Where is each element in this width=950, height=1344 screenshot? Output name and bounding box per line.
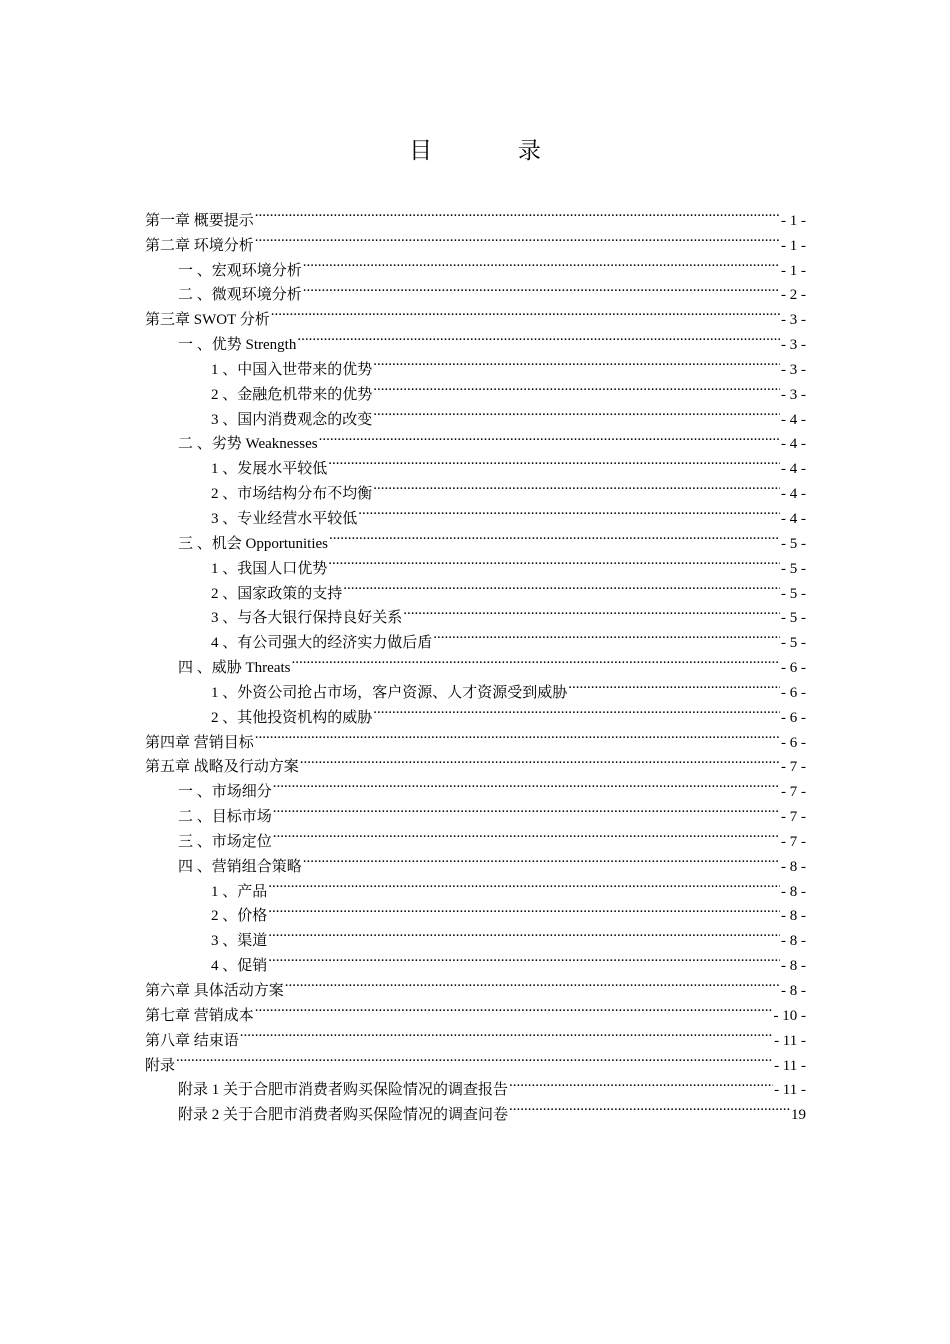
toc-entry-page-number: - 8 - [781, 983, 806, 999]
dot-leader [509, 1070, 773, 1095]
toc-entry-page-number: - 7 - [781, 833, 806, 850]
dot-leader [273, 821, 780, 846]
dot-leader [373, 473, 780, 498]
dot-leader [433, 622, 780, 647]
toc-entry-page-number: - 7 - [781, 809, 806, 826]
toc-entry-label: 1 、产品 [211, 883, 268, 900]
toc-entry-label: 第三章 SWOT 分析 [145, 312, 270, 329]
toc-entry-label: 第八章 结束语 [145, 1032, 239, 1049]
dot-leader [268, 896, 780, 921]
toc-entry-page-number: - 1 - [781, 237, 806, 254]
toc-entry-label: 三 、市场定位 [178, 833, 272, 850]
toc-entry-label: 1 、中国入世带来的优势 [211, 361, 373, 378]
dot-leader [255, 200, 780, 225]
toc-entry-page-number: - 10 - [773, 1007, 806, 1024]
toc-entry-label: 一 、市场细分 [178, 784, 272, 801]
toc-entry-page-number: 19 [791, 1107, 806, 1124]
toc-entry-label: 第二章 环境分析 [145, 237, 254, 254]
toc-entry-page-number: - 3 - [781, 386, 806, 403]
toc-title: 目 录 [409, 138, 581, 163]
dot-leader [373, 697, 780, 722]
toc-entry-page-number: - 4 - [781, 510, 806, 527]
toc-entry-label: 附录 1 关于合肥市消费者购买保险情况的调查报告 [178, 1082, 509, 1099]
dot-leader [268, 920, 780, 945]
dot-leader [329, 523, 780, 548]
dot-leader [297, 324, 780, 349]
toc-entry-label: 三 、机会 Opportunities [178, 535, 328, 552]
toc-entry-label: 4 、促销 [211, 958, 268, 975]
toc-entry-label: 2 、其他投资机构的威胁 [211, 709, 373, 726]
dot-leader [328, 448, 780, 473]
dot-leader [373, 399, 780, 424]
toc-entry-label: 第一章 概要提示 [145, 212, 254, 229]
dot-leader [403, 598, 780, 623]
toc-entry-label: 第四章 营销目标 [145, 734, 254, 751]
toc-entry-page-number: - 5 - [781, 560, 806, 577]
dot-leader [268, 871, 780, 896]
toc-entry-page-number: - 8 - [781, 883, 806, 900]
dot-leader [255, 722, 780, 747]
toc-entry-page-number: - 3 - [781, 312, 806, 329]
toc-entry-page-number: - 5 - [781, 635, 806, 652]
toc-entry-label: 二 、微观环境分析 [178, 287, 302, 304]
dot-leader [255, 225, 780, 250]
dot-leader [300, 747, 780, 772]
dot-leader [285, 970, 780, 995]
toc-entry-page-number: - 3 - [781, 337, 806, 354]
toc-entry-label: 2 、国家政策的支持 [211, 585, 343, 602]
dot-leader [273, 796, 780, 821]
toc-entry-page-number: - 4 - [781, 486, 806, 503]
toc-entry-label: 一 、优势 Strength [178, 337, 297, 354]
toc-entry-page-number: - 8 - [781, 908, 806, 925]
dot-leader [303, 846, 780, 871]
toc-entry-page-number: - 2 - [781, 287, 806, 304]
dot-leader [271, 299, 780, 324]
toc-entry-page-number: - 4 - [781, 436, 806, 453]
toc-entry-page-number: - 4 - [781, 461, 806, 478]
toc-entry-page-number: - 5 - [781, 610, 806, 627]
toc-entry-label: 3 、与各大银行保持良好关系 [211, 610, 403, 627]
toc-entry-page-number: - 7 - [781, 759, 806, 776]
toc-entry[interactable] [145, 1070, 806, 1099]
toc-entry[interactable] [145, 1020, 806, 1049]
toc-entry-page-number: - 3 - [781, 361, 806, 378]
toc-entry-label: 4 、有公司强大的经济实力做后盾 [211, 635, 433, 652]
toc-entry-label: 四 、威胁 Threats [178, 660, 291, 677]
toc-entry-page-number: - 11 - [774, 1032, 806, 1049]
dot-leader [373, 349, 780, 374]
toc-entry-page-number: - 11 - [774, 1057, 806, 1074]
toc-entry-label: 第六章 具体活动方案 [145, 983, 284, 999]
toc-entry-page-number: - 5 - [781, 585, 806, 602]
toc-entry-label: 1 、我国人口优势 [211, 560, 328, 577]
dot-leader [568, 672, 780, 697]
dot-leader [273, 771, 780, 796]
dot-leader [303, 275, 780, 300]
toc-entry-page-number: - 6 - [781, 709, 806, 726]
toc-entry-page-number: - 1 - [781, 262, 806, 279]
dot-leader [319, 424, 780, 449]
toc-entry-label: 2 、市场结构分布不均衡 [211, 486, 373, 503]
dot-leader [303, 250, 780, 275]
toc-entry-page-number: - 8 - [781, 933, 806, 950]
toc-entry-label: 3 、专业经营水平较低 [211, 510, 358, 527]
toc-entry-label: 2 、金融危机带来的优势 [211, 386, 373, 403]
dot-leader [240, 1020, 773, 1045]
dot-leader [373, 374, 780, 399]
toc-entry-page-number: - 6 - [781, 684, 806, 701]
toc-entry-label: 附录 2 关于合肥市消费者购买保险情况的调查问卷 [178, 1107, 509, 1124]
toc-entry-page-number: - 5 - [781, 535, 806, 552]
toc-entry-page-number: - 6 - [781, 660, 806, 677]
dot-leader [358, 498, 780, 523]
toc-entry-page-number: - 8 - [781, 958, 806, 975]
dot-leader [255, 995, 773, 1020]
toc-entry-label: 第七章 营销成本 [145, 1007, 254, 1024]
dot-leader [328, 548, 780, 573]
dot-leader [509, 1094, 790, 1119]
toc-entry-label: 1 、外资公司抢占市场，客户资源、人才资源受到威胁 [211, 684, 568, 701]
toc-entry-page-number: - 6 - [781, 734, 806, 751]
toc-entry-label: 1 、发展水平较低 [211, 461, 328, 478]
toc-entry-page-number: - 1 - [781, 212, 806, 229]
toc-entry-page-number: - 7 - [781, 784, 806, 801]
toc-entry-page-number: - 11 - [774, 1082, 806, 1099]
toc-entry-label: 2 、价格 [211, 908, 268, 925]
toc-entry-label: 3 、国内消费观念的改变 [211, 411, 373, 428]
toc-entry[interactable] [145, 200, 806, 229]
toc-entry-label: 一 、宏观环境分析 [178, 262, 302, 279]
toc-entry-label: 二 、劣势 Weaknesses [178, 436, 318, 453]
toc-entry-label: 附录 [145, 1057, 176, 1074]
dot-leader [343, 573, 780, 598]
table-of-contents [145, 200, 806, 1124]
toc-entry-page-number: - 8 - [781, 858, 806, 875]
toc-entry-label: 二 、目标市场 [178, 809, 272, 826]
toc-entry-page-number: - 4 - [781, 411, 806, 428]
toc-entry-label: 3 、渠道 [211, 933, 268, 950]
dot-leader [176, 1045, 773, 1070]
toc-entry-label: 四 、营销组合策略 [178, 858, 302, 875]
toc-entry[interactable] [145, 1045, 806, 1074]
dot-leader [268, 945, 780, 970]
toc-entry-label: 第五章 战略及行动方案 [145, 759, 299, 776]
dot-leader [291, 647, 780, 672]
